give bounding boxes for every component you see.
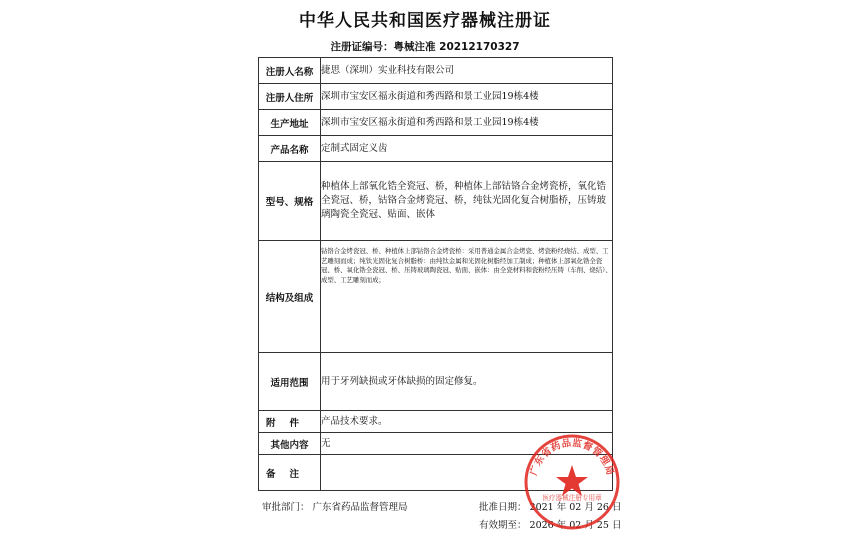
approval-department: 审批部门： 广东省药品监督管理局 <box>262 502 408 513</box>
table-row <box>259 241 613 353</box>
table-row <box>259 353 613 411</box>
row-label: 结构及组成 <box>259 241 321 353</box>
registrant-name: 捷思（深圳）实业科技有限公司 <box>321 58 613 84</box>
row-label: 型号、规格 <box>259 162 321 241</box>
table-row <box>259 84 613 110</box>
models-specs: 种植体上部氧化锆全瓷冠、桥，种植体上部钴铬合金烤瓷桥，氧化锆全瓷冠、桥，钴铬合金烤瓷冠、桥，纯钛光固化复合树脂桥，压铸玻璃陶瓷全瓷冠、贴面、嵌体 <box>321 162 613 241</box>
table-row <box>259 411 613 433</box>
table-row <box>259 110 613 136</box>
registrant-address: 深圳市宝安区福永街道和秀西路和景工业园19栋4楼 <box>321 84 613 110</box>
svg-text:医疗器械注册专用章: 医疗器械注册专用章 <box>542 494 602 502</box>
structure-composition: 钴铬合金烤瓷冠、桥、种植体上部钴铬合金烤瓷桥：采用普通金属合金烤瓷、烤瓷粉经烧结、成型、工艺雕刻而成；纯钛光固化复合树脂桥：由纯钛金属和光固化树脂经加工制成；种植体上部氧化锆全瓷冠、桥、氧化锆全瓷冠、桥、压铸玻璃陶瓷冠、贴面、嵌体：由全瓷材料和瓷粉经压铸（车削、烧结）、成型、工艺雕刻而成； <box>321 241 613 353</box>
row-label: 注册人名称 <box>259 58 321 84</box>
registration-label: 注册证编号： <box>330 41 394 53</box>
certificate-table <box>258 57 616 491</box>
table-row <box>259 58 613 84</box>
registration-value: 粤械注准 20212170327 <box>393 41 520 53</box>
approval-date: 批准日期： 2021 年 02 月 26 日 <box>479 502 622 513</box>
other-content: 无 <box>321 433 613 455</box>
row-label: 其他内容 <box>259 433 321 455</box>
valid-until: 有效期至： 2026 年 02 月 25 日 <box>479 520 622 531</box>
row-label: 注册人住所 <box>259 84 321 110</box>
production-address: 深圳市宝安区福永街道和秀西路和景工业园19栋4楼 <box>321 110 613 136</box>
attachment: 产品技术要求。 <box>321 411 613 433</box>
application-scope: 用于牙列缺损或牙体缺损的固定修复。 <box>321 353 613 411</box>
registration-number <box>0 39 850 54</box>
row-label: 备注 <box>259 455 321 491</box>
row-label: 附件 <box>259 411 321 433</box>
row-label: 生产地址 <box>259 110 321 136</box>
table-row <box>259 136 613 162</box>
certificate-title: 中华人民共和国医疗器械注册证 <box>299 11 551 31</box>
official-seal-icon <box>522 432 622 532</box>
product-name: 定制式固定义齿 <box>321 136 613 162</box>
svg-text:广东省药品监督管理局: 广东省药品监督管理局 <box>528 437 616 477</box>
row-label: 产品名称 <box>259 136 321 162</box>
row-label: 适用范围 <box>259 353 321 411</box>
table-row <box>259 162 613 241</box>
